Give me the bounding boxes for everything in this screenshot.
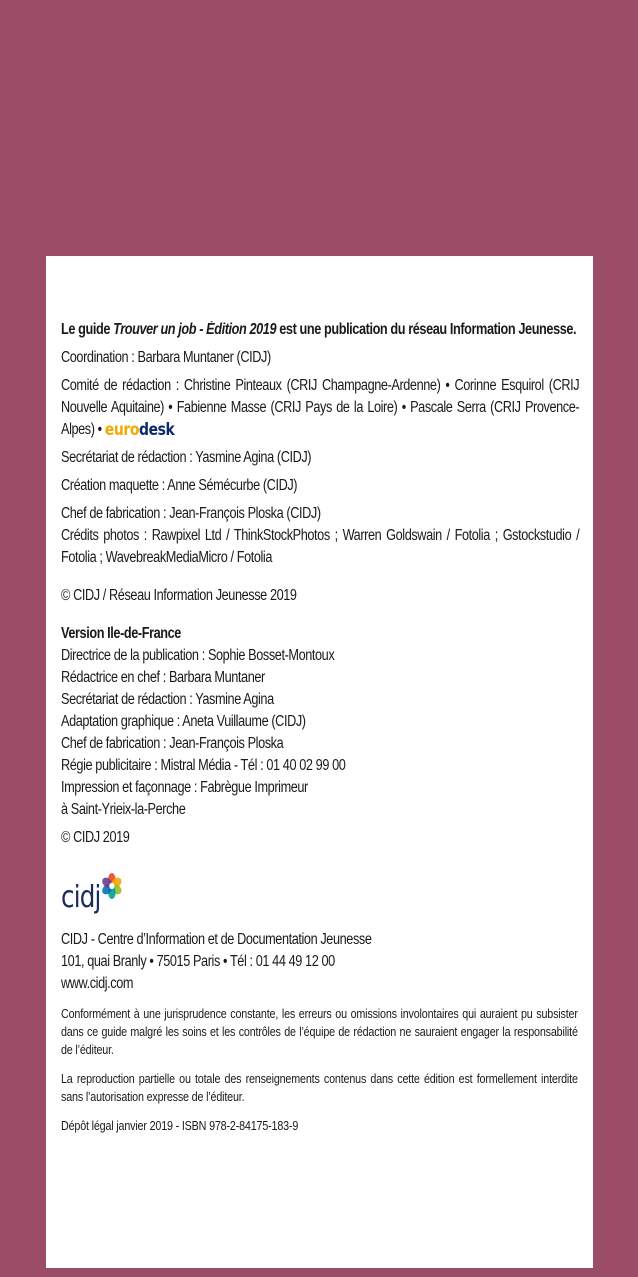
intro-paragraph xyxy=(61,319,579,341)
legal-depot: Dépôt légal janvier 2019 - ISBN 978-2-84175-183-9 xyxy=(61,1119,299,1134)
idf-line: Directrice de la publication : Sophie Bosset-Montoux xyxy=(61,647,335,665)
idf-line: Rédactrice en chef : Barbara Muntaner xyxy=(61,669,265,687)
cidj-name: CIDJ - Centre d’Information et de Documentation Jeunesse xyxy=(61,931,372,949)
secretariat: Secrétariat de rédaction : Yasmine Agina (CIDJ) xyxy=(61,449,312,467)
imprint-content xyxy=(61,319,579,1135)
cidj-flower-icon xyxy=(101,873,122,899)
cidj-website[interactable]: www.cidj.com xyxy=(61,975,134,993)
eurodesk-logo: eurodesk xyxy=(104,420,175,440)
idf-line: à Saint-Yrieix-la-Perche xyxy=(61,801,186,819)
cidj-address: 101, quai Branly • 75015 Paris • Tél : 01 44 49 12 00 xyxy=(61,953,335,971)
intro-suffix: est une publication du réseau Information Jeunesse. xyxy=(276,321,577,338)
creation-maquette: Création maquette : Anne Sémécurbe (CIDJ) xyxy=(61,477,298,495)
legal-reproduction: La reproduction partielle ou totale des renseignements contenus dans cette édition est formellement interdite sans l’autorisation expresse de l’éditeur. xyxy=(61,1072,578,1105)
idf-line: Impression et façonnage : Fabrègue Imprimeur xyxy=(61,779,308,797)
chef-fabrication: Chef de fabrication : Jean-François Ploska (CIDJ) xyxy=(61,505,321,523)
idf-heading: Version Ile-de-France xyxy=(61,625,181,643)
coordination: Coordination : Barbara Muntaner (CIDJ) xyxy=(61,349,271,366)
cidj-logo-text: cidj xyxy=(61,880,101,916)
cidj-logo xyxy=(61,863,579,916)
imprint-panel xyxy=(46,256,593,1268)
guide-title: Trouver un job - Édition 2019 xyxy=(113,321,277,338)
legal-section xyxy=(61,1005,579,1135)
intro-prefix: Le guide xyxy=(61,321,114,338)
comite-text: Comité de rédaction : Christine Pinteaux (CRIJ Champagne-Ardenne) • Corinne Esquirol (CRIJ Nouvelle Aquitaine) • Fabienne Masse (CRIJ Pays de la Loire) • Pascale Serra (CRIJ Provence-Alpes) • xyxy=(61,377,580,439)
copyright-reseau: © CIDJ / Réseau Information Jeunesse 2019 xyxy=(61,587,297,605)
legal-disclaimer: Conformément à une jurisprudence constante, les erreurs ou omissions involontaires qui auraient pu subsister dans ce guide malgré les soins et les contrôles de l’équipe de rédaction ne sauraient engager la responsabilité de l’éditeur. xyxy=(61,1007,578,1058)
idf-line: Régie publicitaire : Mistral Média - Tél : 01 40 02 99 00 xyxy=(61,757,346,775)
idf-line: Chef de fabrication : Jean-François Ploska xyxy=(61,735,284,753)
comite-redaction xyxy=(61,375,579,441)
idf-line: Adaptation graphique : Aneta Vuillaume (CIDJ) xyxy=(61,713,306,731)
idf-line: Secrétariat de rédaction : Yasmine Agina xyxy=(61,691,274,709)
credits-photos: Crédits photos : Rawpixel Ltd / ThinkStockPhotos ; Warren Goldswain / Fotolia ; Gstockstudio / Fotolia ; WavebreakMediaMicro / Fotolia xyxy=(61,527,580,567)
copyright-idf: © CIDJ 2019 xyxy=(61,829,130,847)
